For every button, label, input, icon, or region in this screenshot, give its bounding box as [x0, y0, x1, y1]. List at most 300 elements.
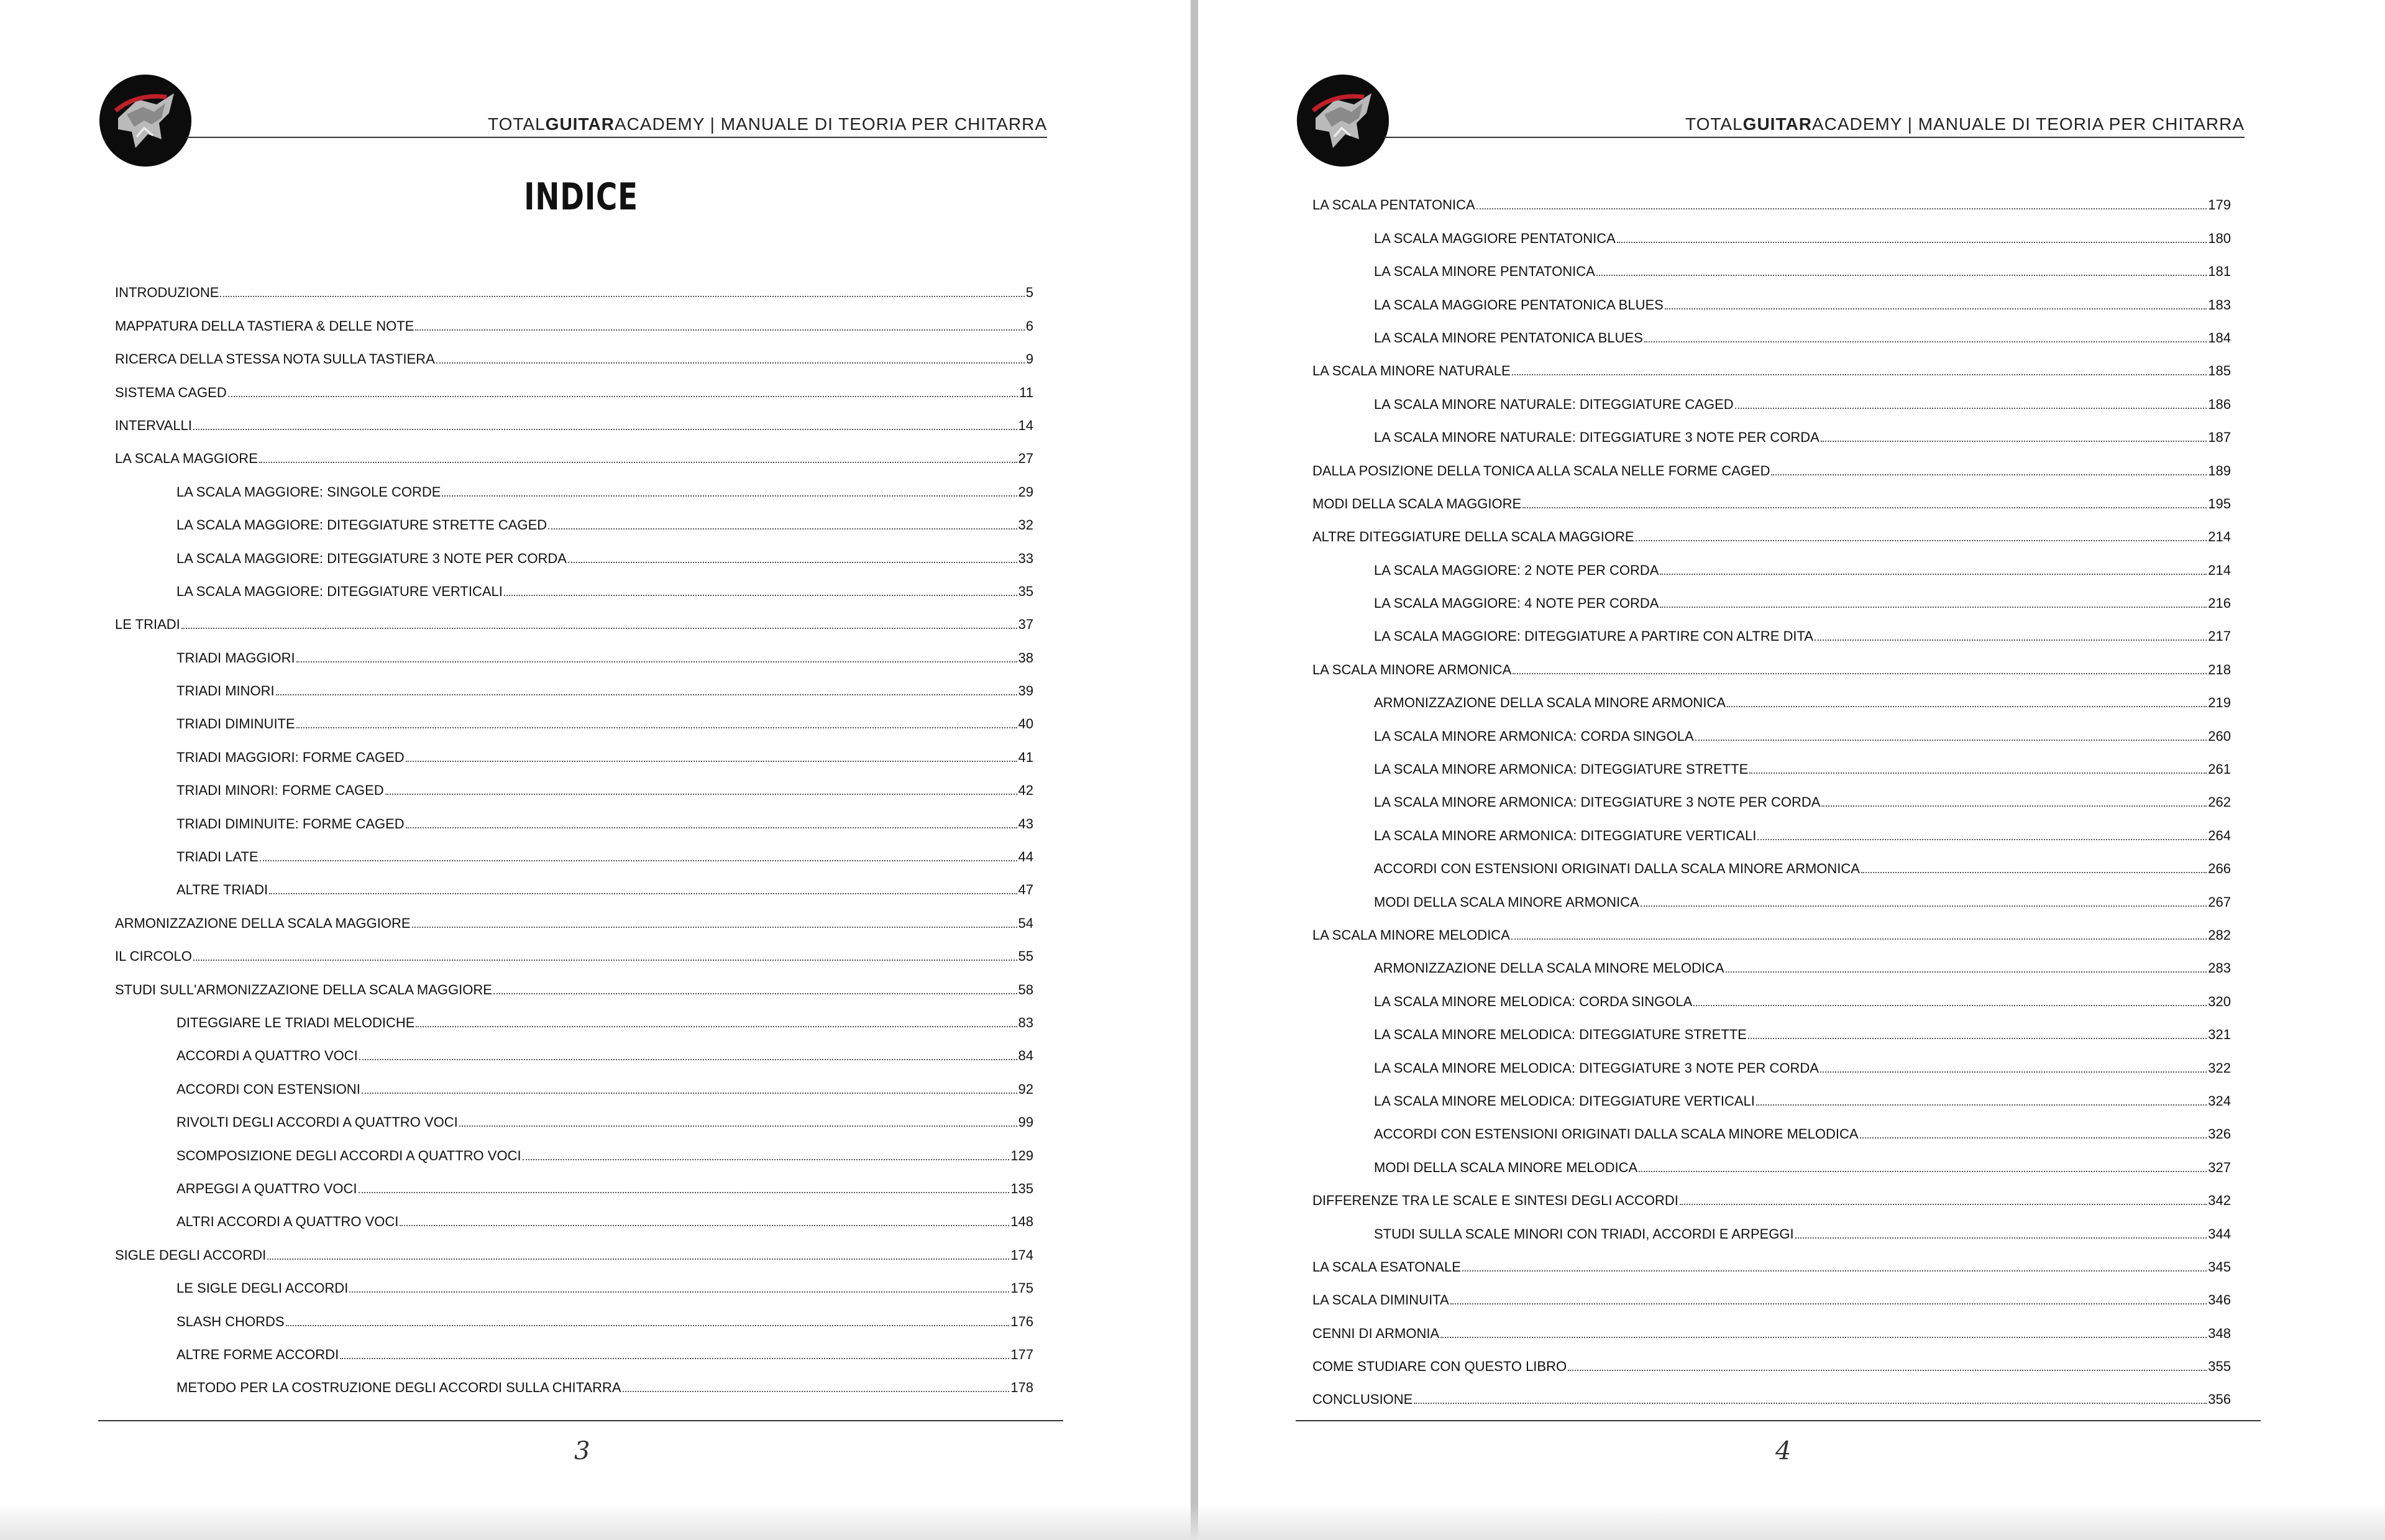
toc-entry-page: 29	[1018, 484, 1033, 500]
toc-entry-page: 33	[1018, 550, 1033, 566]
toc-entry[interactable]	[1312, 745, 2231, 778]
header-title: TOTALGUITARACADEMY | MANUALE DI TEORIA PER CHITARRA	[488, 114, 1047, 134]
toc-entry-page: 189	[2208, 462, 2231, 479]
toc-entry-title: SLASH CHORDS	[176, 1313, 285, 1329]
page-gutter	[1191, 0, 1198, 1540]
toc-dot-leader	[412, 927, 1017, 928]
toc-entry-title: LA SCALA MAGGIORE: 2 NOTE PER CORDA	[1374, 562, 1659, 578]
toc-dot-leader	[362, 1093, 1017, 1094]
toc-entry[interactable]	[1312, 280, 2231, 313]
toc-entry[interactable]	[1312, 1077, 2231, 1110]
toc-entry[interactable]	[115, 268, 1033, 301]
toc-entry-title: LA SCALA MINORE ARMONICA: DITEGGIATURE 3 NOTE PER CORDA	[1374, 794, 1821, 810]
toc-entry-title: TRIADI MAGGIORI	[176, 649, 295, 666]
toc-entry-title: RIVOLTI DEGLI ACCORDI A QUATTRO VOCI	[176, 1114, 458, 1130]
toc-dot-leader	[1756, 1104, 2207, 1106]
toc-dot-leader	[1771, 474, 2207, 475]
toc-entry-title: STUDI SULLA SCALE MINORI CON TRIADI, ACCORDI E ARPEGGI	[1374, 1226, 1794, 1242]
toc-entry[interactable]	[1312, 181, 2231, 214]
toc-entry-page: 195	[2208, 495, 2231, 511]
toc-entry-title: LE TRIADI	[115, 616, 180, 633]
toc-entry[interactable]	[1312, 546, 2231, 579]
toc-entry-title: LA SCALA MAGGIORE: DITEGGIATURE VERTICALI	[176, 583, 503, 599]
toc-entry[interactable]	[115, 799, 1033, 832]
toc-entry-title: LA SCALA MAGGIORE: DITEGGIATURE A PARTIRE CON ALTRE DITA	[1374, 628, 1814, 644]
toc-dot-leader	[442, 495, 1017, 497]
page-number: 4	[1775, 1437, 1792, 1465]
toc-entry[interactable]	[1312, 845, 2231, 878]
toc-entry-page: 179	[2208, 197, 2231, 213]
toc-entry-page: 356	[2208, 1391, 2231, 1408]
toc-entry[interactable]	[115, 1231, 1033, 1263]
toc-entry[interactable]	[115, 1264, 1033, 1297]
toc-dot-leader	[400, 1225, 1009, 1226]
toc-entry-page: 32	[1018, 517, 1033, 533]
toc-entry-page: 47	[1018, 882, 1033, 898]
toc-entry[interactable]	[1312, 1209, 2231, 1242]
toc-entry[interactable]	[1312, 1342, 2231, 1375]
toc-entry-page: 129	[1010, 1147, 1033, 1163]
toc-entry[interactable]	[115, 766, 1033, 799]
toc-entry-title: ARPEGGI A QUATTRO VOCI	[176, 1180, 357, 1196]
toc-entry[interactable]	[115, 633, 1033, 666]
toc-entry-page: 261	[2208, 761, 2231, 777]
toc-dot-leader	[193, 960, 1017, 961]
toc-dot-leader	[276, 694, 1017, 695]
toc-entry[interactable]	[1312, 480, 2231, 513]
toc-entry-title: TRIADI DIMINUITE: FORME CAGED	[176, 815, 405, 832]
toc-dot-leader	[1749, 772, 2207, 774]
toc-entry-title: CENNI DI ARMONIA	[1312, 1325, 1440, 1341]
toc-entry-title: MAPPATURA DELLA TASTIERA & DELLE NOTE	[115, 318, 414, 334]
toc-dot-leader	[359, 1192, 1010, 1193]
toc-entry-page: 218	[2208, 661, 2231, 677]
toc-dot-leader	[1617, 242, 2207, 243]
toc-dot-leader	[1757, 839, 2207, 840]
toc-entry-title: SISTEMA CAGED	[115, 384, 227, 400]
toc-entry[interactable]	[1312, 645, 2231, 678]
toc-entry-page: 180	[2208, 230, 2231, 246]
toc-dot-leader	[1414, 1403, 2207, 1404]
toc-dot-leader	[568, 562, 1017, 563]
toc-dot-leader	[193, 429, 1017, 430]
toc-entry[interactable]	[115, 301, 1033, 334]
toc-entry-page: 6	[1025, 318, 1033, 334]
toc-entry-title: LA SCALA MAGGIORE PENTATONICA BLUES	[1374, 296, 1664, 313]
toc-entry[interactable]	[115, 899, 1033, 932]
toc-entry[interactable]	[115, 932, 1033, 965]
toc-dot-leader	[1512, 374, 2207, 375]
toc-dot-leader	[1861, 872, 2207, 873]
left-page	[0, 0, 1191, 1540]
toc-entry-title: LA SCALA ESATONALE	[1312, 1258, 1461, 1275]
toc-entry-page: 84	[1018, 1048, 1033, 1064]
toc-entry-title: TRIADI MINORI	[176, 683, 275, 699]
toc-dot-leader	[1596, 275, 2207, 276]
toc-entry[interactable]	[115, 1198, 1033, 1231]
toc-entry-page: 326	[2208, 1126, 2231, 1142]
toc-entry-page: 266	[2208, 861, 2231, 877]
toc-dot-leader	[269, 893, 1017, 894]
toc-entry[interactable]	[1312, 380, 2231, 413]
toc-dot-leader	[1511, 938, 2207, 940]
page-header	[99, 75, 1047, 168]
toc-dot-leader	[1693, 1005, 2207, 1006]
toc-dot-leader	[504, 595, 1017, 596]
toc-dot-leader	[359, 1059, 1017, 1060]
page-title: INDICE	[524, 175, 638, 219]
toc-entry-title: ACCORDI CON ESTENSIONI ORIGINATI DALLA SCALA MINORE MELODICA	[1374, 1126, 1859, 1142]
toc-entry[interactable]	[1312, 1176, 2231, 1209]
toc-entry-page: 283	[2208, 960, 2231, 976]
toc-dot-leader	[416, 1026, 1017, 1027]
toc-entry[interactable]	[1312, 778, 2231, 811]
toc-entry-page: 262	[2208, 794, 2231, 810]
toc-entry-page: 44	[1018, 849, 1033, 865]
toc-entry[interactable]	[1312, 679, 2231, 712]
toc-entry-page: 327	[2208, 1159, 2231, 1175]
toc-entry-page: 55	[1018, 948, 1033, 965]
toc-entry-title: ARMONIZZAZIONE DELLA SCALA MINORE ARMONICA	[1374, 695, 1726, 711]
toc-entry-page: 322	[2208, 1060, 2231, 1076]
toc-entry-page: 83	[1018, 1014, 1033, 1030]
toc-entry-page: 35	[1018, 583, 1033, 599]
toc-dot-leader	[181, 628, 1017, 629]
toc-entry-page: 27	[1018, 451, 1033, 467]
toc-entry-title: IL CIRCOLO	[115, 948, 192, 965]
toc-entry-title: INTRODUZIONE	[115, 285, 219, 301]
toc-entry-title: LA SCALA MINORE ARMONICA	[1312, 661, 1512, 677]
toc-dot-leader	[1660, 607, 2207, 608]
toc-dot-leader	[1860, 1137, 2207, 1139]
toc-entry-page: 92	[1018, 1081, 1033, 1097]
toc-dot-leader	[1680, 1204, 2207, 1205]
toc-entry[interactable]	[1312, 1276, 2231, 1309]
toc-dot-leader	[1795, 1237, 2207, 1239]
toc-dot-leader	[267, 1258, 1009, 1260]
toc-dot-leader	[1665, 308, 2207, 309]
toc-entry-title: ACCORDI CON ESTENSIONI	[176, 1081, 360, 1097]
toc-entry[interactable]	[115, 1165, 1033, 1198]
toc-dot-leader	[1726, 971, 2207, 973]
toc-entry-page: 178	[1010, 1380, 1033, 1396]
toc-entry-page: 345	[2208, 1258, 2231, 1275]
toc-entry-page: 186	[2208, 396, 2231, 412]
toc-entry[interactable]	[115, 1331, 1033, 1364]
toc-entry-title: STUDI SULL'ARMONIZZAZIONE DELLA SCALA MAGGIORE	[115, 981, 492, 997]
toc-entry[interactable]	[115, 501, 1033, 534]
toc-entry[interactable]	[115, 567, 1033, 600]
toc-entry-page: 320	[2208, 993, 2231, 1009]
toc-entry-page: 324	[2208, 1093, 2231, 1109]
toc-entry[interactable]	[115, 335, 1033, 368]
toc-list-left	[115, 268, 1033, 1396]
toc-entry-title: ACCORDI A QUATTRO VOCI	[176, 1048, 358, 1064]
toc-entry[interactable]	[115, 1131, 1033, 1164]
footer-rule	[1296, 1420, 2261, 1421]
toc-entry-page: 38	[1018, 649, 1033, 666]
toc-entry-title: METODO PER LA COSTRUZIONE DEGLI ACCORDI SULLA CHITARRA	[176, 1380, 621, 1396]
toc-entry[interactable]	[115, 1297, 1033, 1330]
toc-dot-leader	[1821, 805, 2207, 807]
toc-entry-title: MODI DELLA SCALA MINORE MELODICA	[1374, 1159, 1638, 1175]
toc-entry-title: SCOMPOSIZIONE DEGLI ACCORDI A QUATTRO VOCI	[176, 1147, 521, 1163]
header-rule	[186, 137, 1047, 138]
toc-entry[interactable]	[1312, 878, 2231, 910]
toc-entry-title: MODI DELLA SCALA MAGGIORE	[1312, 495, 1522, 511]
header-title: TOTALGUITARACADEMY | MANUALE DI TEORIA PER CHITARRA	[1685, 114, 2245, 134]
toc-entry[interactable]	[115, 999, 1033, 1032]
toc-entry-page: 183	[2208, 296, 2231, 313]
toc-entry-page: 41	[1018, 749, 1033, 765]
toc-entry-title: LA SCALA MINORE ARMONICA: CORDA SINGOLA	[1374, 728, 1694, 744]
academy-logo-icon	[1297, 75, 1389, 167]
toc-dot-leader	[1639, 1171, 2207, 1172]
toc-entry-title: LA SCALA MINORE MELODICA: DITEGGIATURE VERTICALI	[1374, 1093, 1755, 1109]
toc-entry-page: 184	[2208, 329, 2231, 346]
toc-entry[interactable]	[115, 467, 1033, 500]
toc-dot-leader	[1660, 574, 2207, 575]
toc-dot-leader	[459, 1125, 1017, 1127]
toc-dot-leader	[259, 462, 1017, 463]
toc-entry[interactable]	[1312, 347, 2231, 380]
toc-entry-title: TRIADI DIMINUITE	[176, 716, 295, 732]
toc-entry-title: LA SCALA MINORE NATURALE: DITEGGIATURE 3 NOTE PER CORDA	[1374, 429, 1820, 446]
toc-dot-leader	[1644, 341, 2207, 342]
toc-entry[interactable]	[1312, 214, 2231, 247]
toc-entry[interactable]	[1312, 712, 2231, 745]
toc-dot-leader	[1641, 905, 2207, 907]
toc-entry-title: TRIADI MAGGIORI: FORME CAGED	[176, 749, 405, 765]
toc-entry-page: 260	[2208, 728, 2231, 744]
toc-entry[interactable]	[1312, 977, 2231, 1010]
toc-dot-leader	[1695, 740, 2207, 741]
toc-entry-title: COME STUDIARE CON QUESTO LIBRO	[1312, 1359, 1567, 1375]
toc-dot-leader	[1636, 540, 2207, 541]
toc-entry-title: LA SCALA MAGGIORE	[115, 451, 258, 467]
toc-entry-page: 264	[2208, 827, 2231, 843]
toc-entry-page: 219	[2208, 695, 2231, 711]
toc-entry[interactable]	[1312, 811, 2231, 844]
toc-entry-page: 177	[1010, 1346, 1033, 1362]
toc-dot-leader	[1568, 1370, 2207, 1371]
toc-entry-title: INTERVALLI	[115, 417, 192, 433]
toc-entry-title: DITEGGIARE LE TRIADI MELODICHE	[176, 1014, 415, 1030]
toc-dot-leader	[260, 860, 1017, 861]
toc-entry-title: LE SIGLE DEGLI ACCORDI	[176, 1280, 349, 1296]
toc-entry-title: LA SCALA MINORE MELODICA: DITEGGIATURE STRETTE	[1374, 1027, 1747, 1043]
toc-entry-page: 14	[1018, 417, 1033, 433]
toc-dot-leader	[220, 296, 1024, 297]
toc-entry-page: 43	[1018, 815, 1033, 832]
toc-entry-page: 11	[1019, 384, 1033, 400]
toc-entry-page: 42	[1018, 782, 1033, 799]
toc-entry[interactable]	[1312, 1110, 2231, 1143]
toc-entry-title: LA SCALA MAGGIORE: DITEGGIATURE 3 NOTE PER CORDA	[176, 550, 567, 566]
toc-entry[interactable]	[115, 600, 1033, 633]
toc-dot-leader	[415, 329, 1024, 331]
toc-entry-page: 99	[1018, 1114, 1033, 1130]
toc-entry-page: 348	[2208, 1325, 2231, 1341]
toc-dot-leader	[1513, 673, 2207, 674]
toc-dot-leader	[1476, 208, 2207, 209]
toc-entry-page: 342	[2208, 1193, 2231, 1209]
header-rule	[1384, 137, 2245, 138]
toc-entry-title: LA SCALA MINORE ARMONICA: DITEGGIATURE STRETTE	[1374, 761, 1749, 777]
toc-entry-title: ALTRE FORME ACCORDI	[176, 1346, 339, 1362]
toc-entry-title: LA SCALA MINORE MELODICA: CORDA SINGOLA	[1374, 993, 1693, 1009]
toc-entry[interactable]	[115, 965, 1033, 998]
toc-entry-title: ARMONIZZAZIONE DELLA SCALA MINORE MELODICA	[1374, 960, 1724, 976]
footer-rule	[98, 1420, 1063, 1421]
toc-entry-page: 346	[2208, 1292, 2231, 1308]
toc-entry-page: 185	[2208, 363, 2231, 379]
toc-entry[interactable]	[115, 401, 1033, 434]
toc-dot-leader	[436, 362, 1025, 364]
toc-entry-title: ALTRE TRIADI	[176, 882, 268, 898]
toc-entry-page: 54	[1018, 915, 1033, 931]
toc-entry[interactable]	[115, 1032, 1033, 1065]
toc-entry[interactable]	[115, 700, 1033, 733]
toc-entry[interactable]	[1312, 612, 2231, 645]
toc-entry[interactable]	[115, 368, 1033, 401]
toc-entry-title: SIGLE DEGLI ACCORDI	[115, 1247, 267, 1263]
toc-entry[interactable]	[1312, 1375, 2231, 1408]
toc-dot-leader	[1727, 706, 2207, 707]
toc-entry-page: 175	[1010, 1280, 1033, 1296]
toc-entry[interactable]	[1312, 1143, 2231, 1176]
toc-entry[interactable]	[115, 866, 1033, 899]
toc-entry-page: 344	[2208, 1226, 2231, 1242]
toc-entry-title: TRIADI LATE	[176, 849, 259, 865]
toc-dot-leader	[406, 827, 1017, 828]
toc-list-right	[1312, 181, 2231, 1408]
toc-entry[interactable]	[115, 1065, 1033, 1098]
toc-entry-title: CONCLUSIONE	[1312, 1391, 1413, 1408]
toc-entry-title: LA SCALA MINORE MELODICA	[1312, 927, 1510, 943]
page-header	[1297, 75, 2245, 168]
toc-dot-leader	[1748, 1038, 2207, 1039]
toc-entry[interactable]	[1312, 1243, 2231, 1276]
toc-entry[interactable]	[115, 833, 1033, 866]
toc-entry-title: LA SCALA MINORE PENTATONICA BLUES	[1374, 329, 1643, 346]
toc-dot-leader	[286, 1325, 1010, 1326]
toc-entry-page: 267	[2208, 894, 2231, 910]
toc-entry-title: DIFFERENZE TRA LE SCALE E SINTESI DEGLI ACCORDI	[1312, 1193, 1678, 1209]
toc-entry[interactable]	[1312, 579, 2231, 612]
toc-entry-page: 214	[2208, 529, 2231, 545]
toc-dot-leader	[1820, 1071, 2207, 1073]
toc-entry[interactable]	[1312, 1011, 2231, 1043]
toc-entry-page: 217	[2208, 628, 2231, 644]
toc-entry-page: 40	[1018, 716, 1033, 732]
toc-entry-page: 37	[1018, 616, 1033, 633]
toc-dot-leader	[1522, 507, 2207, 508]
toc-entry-page: 174	[1010, 1247, 1033, 1263]
toc-entry[interactable]	[1312, 1309, 2231, 1342]
toc-dot-leader	[1821, 441, 2207, 442]
toc-entry[interactable]	[1312, 247, 2231, 280]
toc-entry-title: LA SCALA MAGGIORE PENTATONICA	[1374, 230, 1616, 246]
toc-entry-page: 9	[1025, 351, 1033, 367]
toc-entry[interactable]	[1312, 1043, 2231, 1076]
bottom-shadow	[0, 1503, 2385, 1540]
toc-entry-title: LA SCALA MAGGIORE: DITEGGIATURE STRETTE CAGED	[176, 517, 547, 533]
toc-entry-page: 148	[1010, 1214, 1033, 1230]
toc-entry-page: 135	[1010, 1180, 1033, 1196]
toc-entry[interactable]	[1312, 446, 2231, 479]
toc-entry-title: MODI DELLA SCALA MINORE ARMONICA	[1374, 894, 1639, 910]
toc-entry-title: RICERCA DELLA STESSA NOTA SULLA TASTIERA	[115, 351, 435, 367]
toc-entry-page: 321	[2208, 1027, 2231, 1043]
academy-logo-icon	[99, 75, 191, 167]
toc-entry-title: ALTRE DITEGGIATURE DELLA SCALA MAGGIORE	[1312, 529, 1634, 545]
toc-dot-leader	[228, 396, 1018, 397]
toc-entry-page: 181	[2208, 264, 2231, 280]
toc-dot-leader	[385, 794, 1017, 795]
toc-entry-title: LA SCALA MINORE NATURALE	[1312, 363, 1511, 379]
toc-entry[interactable]	[1312, 911, 2231, 944]
toc-dot-leader	[623, 1391, 1010, 1392]
toc-dot-leader	[1440, 1337, 2207, 1338]
toc-entry-page: 187	[2208, 429, 2231, 446]
toc-entry-title: LA SCALA DIMINUITA	[1312, 1292, 1449, 1308]
toc-dot-leader	[548, 528, 1017, 529]
toc-entry-title: ARMONIZZAZIONE DELLA SCALA MAGGIORE	[115, 915, 411, 931]
toc-entry-title: LA SCALA PENTATONICA	[1312, 197, 1475, 213]
toc-dot-leader	[493, 993, 1017, 994]
toc-entry-title: LA SCALA MAGGIORE: 4 NOTE PER CORDA	[1374, 595, 1659, 612]
toc-dot-leader	[1815, 639, 2207, 641]
page-number: 3	[574, 1437, 590, 1465]
toc-dot-leader	[296, 727, 1017, 728]
toc-entry-page: 176	[1010, 1313, 1033, 1329]
toc-entry-page: 216	[2208, 595, 2231, 612]
toc-entry[interactable]	[115, 1098, 1033, 1131]
toc-entry-page: 282	[2208, 927, 2231, 943]
toc-dot-leader	[349, 1291, 1009, 1293]
toc-entry-title: ALTRI ACCORDI A QUATTRO VOCI	[176, 1214, 399, 1230]
toc-entry[interactable]	[1312, 314, 2231, 347]
toc-entry[interactable]	[1312, 513, 2231, 546]
toc-dot-leader	[1735, 408, 2207, 409]
toc-dot-leader	[1462, 1270, 2207, 1272]
toc-entry[interactable]	[1312, 944, 2231, 977]
toc-dot-leader	[1450, 1303, 2207, 1304]
toc-entry[interactable]	[115, 733, 1033, 766]
toc-dot-leader	[340, 1358, 1009, 1359]
toc-entry-title: LA SCALA MINORE ARMONICA: DITEGGIATURE VERTICALI	[1374, 827, 1757, 843]
toc-entry-title: LA SCALA MINORE NATURALE: DITEGGIATURE CAGED	[1374, 396, 1734, 412]
toc-entry-title: LA SCALA MINORE MELODICA: DITEGGIATURE 3 NOTE PER CORDA	[1374, 1060, 1819, 1076]
toc-entry-page: 39	[1018, 683, 1033, 699]
toc-dot-leader	[296, 661, 1017, 662]
toc-entry-title: LA SCALA MAGGIORE: SINGOLE CORDE	[176, 484, 441, 500]
toc-entry-page: 5	[1025, 285, 1033, 301]
toc-entry-page: 214	[2208, 562, 2231, 578]
toc-entry[interactable]	[115, 1364, 1033, 1396]
toc-dot-leader	[523, 1159, 1010, 1160]
toc-entry[interactable]	[1312, 413, 2231, 446]
toc-entry[interactable]	[115, 534, 1033, 567]
toc-entry-page: 58	[1018, 981, 1033, 997]
toc-entry-title: LA SCALA MINORE PENTATONICA	[1374, 264, 1595, 280]
toc-entry-title: ACCORDI CON ESTENSIONI ORIGINATI DALLA SCALA MINORE ARMONICA	[1374, 861, 1860, 877]
toc-dot-leader	[406, 761, 1017, 762]
toc-entry[interactable]	[115, 667, 1033, 700]
toc-entry[interactable]	[115, 434, 1033, 467]
toc-entry-title: DALLA POSIZIONE DELLA TONICA ALLA SCALA NELLE FORME CAGED	[1312, 462, 1770, 479]
